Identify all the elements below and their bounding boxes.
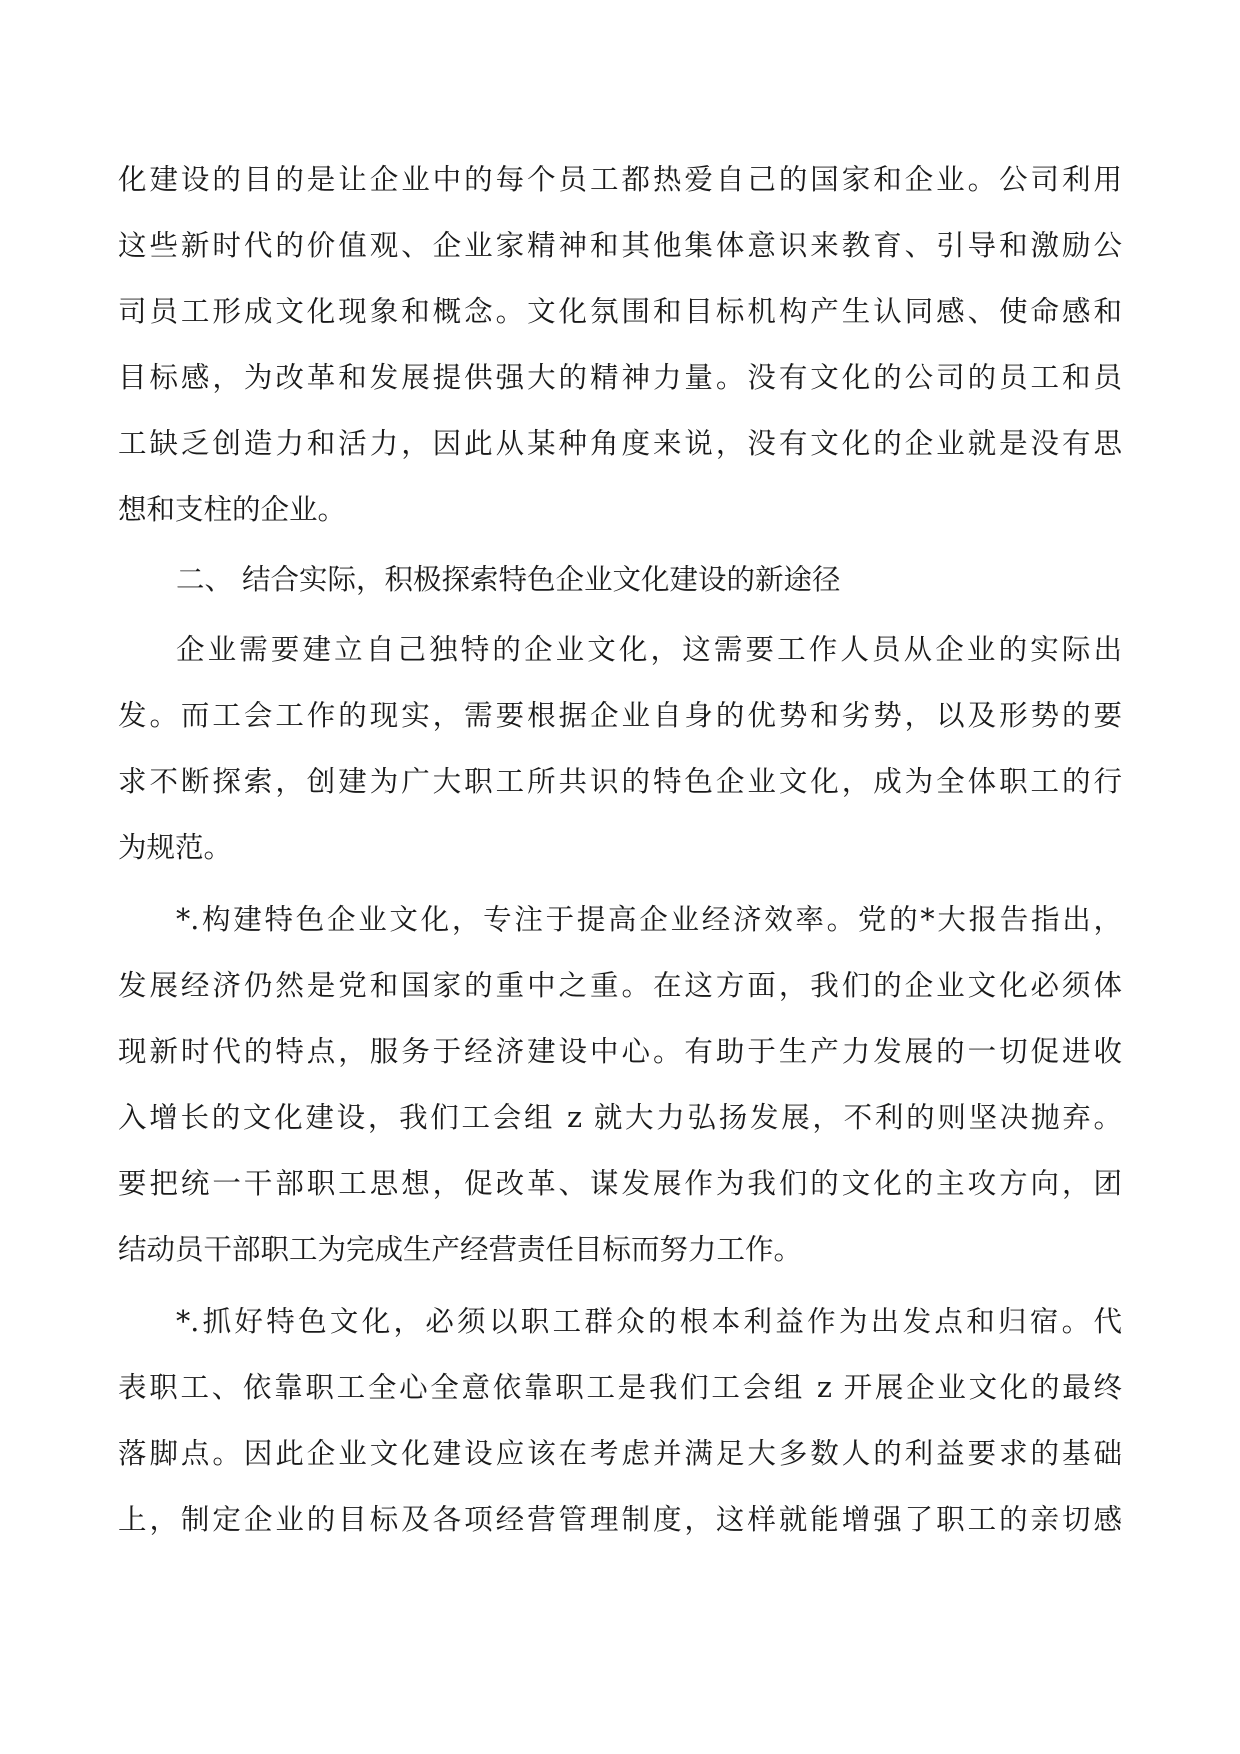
text-line: *.构建特色企业文化，专注于提高企业经济效率。党的*大报告指出， <box>176 903 1122 936</box>
text-line: 目标感，为改革和发展提供强大的精神力量。没有文化的公司的员工和员 <box>118 361 1122 394</box>
text-line: 发。而工会工作的现实，需要根据企业自身的优势和劣势，以及形势的要 <box>118 699 1122 732</box>
text-line: 上，制定企业的目标及各项经营管理制度，这样就能增强了职工的亲切感 <box>118 1503 1122 1536</box>
text-line: 入增长的文化建设，我们工会组 z 就大力弘扬发展，不利的则坚决抛弃。 <box>118 1101 1122 1134</box>
text-line: 要把统一干部职工思想，促改革、谋发展作为我们的文化的主攻方向，团 <box>118 1167 1122 1200</box>
text-line: 化建设的目的是让企业中的每个员工都热爱自己的国家和企业。公司利用 <box>118 163 1122 196</box>
text-line: 想和支柱的企业。 <box>118 493 347 526</box>
text-line: 企业需要建立自己独特的企业文化，这需要工作人员从企业的实际出 <box>176 633 1122 666</box>
text-line: *.抓好特色文化，必须以职工群众的根本利益作为出发点和归宿。代 <box>176 1305 1122 1338</box>
text-line: 表职工、依靠职工全心全意依靠职工是我们工会组 z 开展企业文化的最终 <box>118 1371 1122 1404</box>
text-line: 司员工形成文化现象和概念。文化氛围和目标机构产生认同感、使命感和 <box>118 295 1122 328</box>
text-line: 为规范。 <box>118 831 233 864</box>
text-line: 现新时代的特点，服务于经济建设中心。有助于生产力发展的一切促进收 <box>118 1035 1122 1068</box>
text-line: 求不断探索，创建为广大职工所共识的特色企业文化，成为全体职工的行 <box>118 765 1122 798</box>
text-line: 结动员干部职工为完成生产经营责任目标而努力工作。 <box>118 1233 803 1266</box>
text-line: 落脚点。因此企业文化建设应该在考虑并满足大多数人的利益要求的基础 <box>118 1437 1122 1470</box>
section-heading: 二、 结合实际，积极探索特色企业文化建设的新途径 <box>176 563 841 596</box>
text-line: 工缺乏创造力和活力，因此从某种角度来说，没有文化的企业就是没有思 <box>118 427 1122 460</box>
text-line: 这些新时代的价值观、企业家精神和其他集体意识来教育、引导和激励公 <box>118 229 1122 262</box>
text-line: 发展经济仍然是党和国家的重中之重。在这方面，我们的企业文化必须体 <box>118 969 1122 1002</box>
